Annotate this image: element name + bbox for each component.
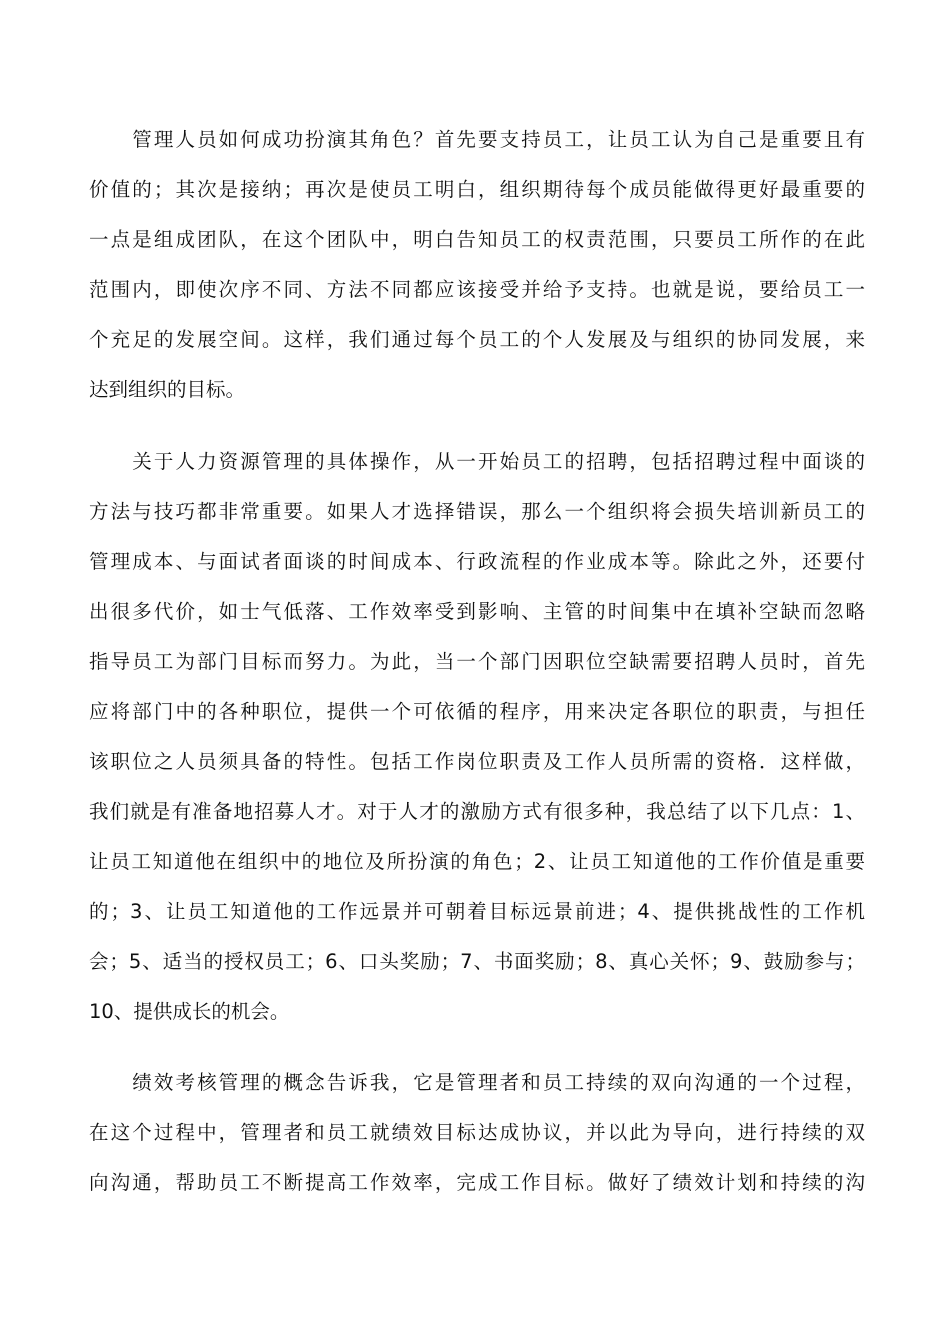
paragraph-management-role <box>89 115 865 415</box>
text-line: 个充足的发展空间。这样，我们通过每个员工的个人发展及与组织的协同发展，来 <box>89 328 865 351</box>
text-line: 让员工知道他在组织中的地位及所扮演的角色；2、让员工知道他的工作价值是重要 <box>89 850 865 873</box>
text-line: 方法与技巧都非常重要。如果人才选择错误，那么一个组织将会损失培训新员工的 <box>89 500 865 523</box>
text-line: 的；3、让员工知道他的工作远景并可朝着目标远景前进；4、提供挑战性的工作机 <box>89 900 865 923</box>
text-line: 指导员工为部门目标而努力。为此，当一个部门因职位空缺需要招聘人员时，首先 <box>89 650 865 673</box>
text-line: 该职位之人员须具备的特性。包括工作岗位职责及工作人员所需的资格．这样做， <box>89 750 865 773</box>
text-line: 出很多代价，如士气低落、工作效率受到影响、主管的时间集中在填补空缺而忽略 <box>89 600 865 623</box>
text-line: 向沟通，帮助员工不断提高工作效率，完成工作目标。做好了绩效计划和持续的沟 <box>89 1171 865 1194</box>
text-line: 价值的；其次是接纳；再次是使员工明白，组织期待每个成员能做得更好最重要的 <box>89 178 865 201</box>
text-line: 我们就是有准备地招募人才。对于人才的激励方式有很多种，我总结了以下几点：1、 <box>89 800 865 823</box>
text-line: 范围内，即使次序不同、方法不同都应该接受并给予支持。也就是说，要给员工一 <box>89 278 865 301</box>
text-line: 10、提供成长的机会。 <box>89 1000 290 1023</box>
paragraph-hr-operations <box>89 437 865 1037</box>
text-line: 关于人力资源管理的具体操作，从一开始员工的招聘，包括招聘过程中面谈的 <box>89 450 865 473</box>
text-line: 应将部门中的各种职位，提供一个可依循的程序，用来决定各职位的职责，与担任 <box>89 700 865 723</box>
text-line: 在这个过程中，管理者和员工就绩效目标达成协议，并以此为导向，进行持续的双 <box>89 1121 865 1144</box>
text-line: 绩效考核管理的概念告诉我，它是管理者和员工持续的双向沟通的一个过程， <box>89 1071 865 1094</box>
text-line: 一点是组成团队，在这个团队中，明白告知员工的权责范围，只要员工所作的在此 <box>89 228 865 251</box>
text-line: 管理成本、与面试者面谈的时间成本、行政流程的作业成本等。除此之外，还要付 <box>89 550 865 573</box>
text-line: 管理人员如何成功扮演其角色？首先要支持员工，让员工认为自己是重要且有 <box>89 128 865 151</box>
paragraph-performance-management <box>89 1058 865 1208</box>
text-line: 会；5、适当的授权员工；6、口头奖励；7、书面奖励；8、真心关怀；9、鼓励参与； <box>89 950 865 973</box>
text-line: 达到组织的目标。 <box>89 378 246 401</box>
